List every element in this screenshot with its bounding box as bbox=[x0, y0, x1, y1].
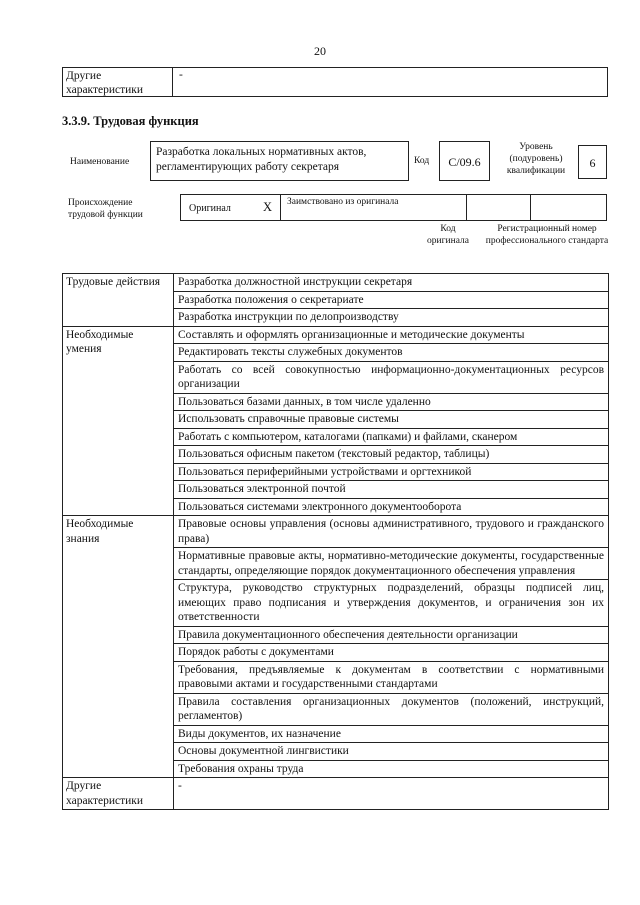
section-title: 3.3.9. Трудовая функция bbox=[62, 114, 199, 128]
knowledge-item: Требования охраны труда bbox=[174, 760, 609, 778]
knowledge-item: Основы документной лингвистики bbox=[174, 743, 609, 761]
knowledge-item: Виды документов, их назначение bbox=[174, 725, 609, 743]
skill-item: Использовать справочные правовые системы bbox=[174, 411, 609, 429]
knowledge-label: Необходимые знания bbox=[63, 516, 174, 778]
original-mark: X bbox=[263, 200, 273, 214]
knowledge-item: Правила составления организационных документов (положений, инструкций, регламентов) bbox=[174, 693, 609, 725]
skill-item: Составлять и оформлять организационные и методические документы bbox=[174, 326, 609, 344]
function-name-value: Разработка локальных нормативных актов, регламентирующих работу секретаря bbox=[150, 141, 409, 181]
skill-item: Пользоваться электронной почтой bbox=[174, 481, 609, 499]
origin-row bbox=[180, 194, 607, 221]
table-row bbox=[63, 778, 609, 810]
original-cell bbox=[180, 195, 280, 220]
borrowed-cell bbox=[280, 195, 466, 220]
skill-item: Работать со всей совокупностью информационно-документационных ресурсов организации bbox=[174, 361, 609, 393]
skill-item: Работать с компьютером, каталогами (папками) и файлами, сканером bbox=[174, 428, 609, 446]
page-number: 20 bbox=[314, 44, 326, 58]
knowledge-item: Правила документационного обеспечения деятельности организации bbox=[174, 626, 609, 644]
skill-item: Редактировать тексты служебных документов bbox=[174, 344, 609, 362]
code-original-label: Код оригинала bbox=[427, 224, 469, 246]
table-row bbox=[63, 274, 609, 292]
knowledge-item: Правовые основы управления (основы административного, трудового и гражданского права) bbox=[174, 516, 609, 548]
skill-item: Пользоваться базами данных, в том числе удаленно bbox=[174, 393, 609, 411]
other-characteristics-value: - bbox=[179, 69, 183, 81]
knowledge-item: Порядок работы с документами bbox=[174, 644, 609, 662]
labor-actions-label: Трудовые действия bbox=[63, 274, 174, 327]
other-characteristics-top-table bbox=[62, 67, 608, 97]
origin-label: Происхождение трудовой функции bbox=[68, 198, 143, 220]
reg-number-cell bbox=[530, 195, 607, 220]
name-label: Наименование bbox=[70, 157, 130, 167]
original-label: Оригинал bbox=[189, 203, 231, 214]
other-characteristics-value: - bbox=[174, 778, 609, 810]
table-row bbox=[63, 516, 609, 548]
labor-action-item: Разработка положения о секретариате bbox=[174, 291, 609, 309]
other-characteristics-label: Другие характеристики bbox=[63, 68, 173, 96]
skills-label: Необходимые умения bbox=[63, 326, 174, 516]
knowledge-item: Нормативные правовые акты, нормативно-методические документы, государственные стандарты, определяющие порядок документационного обеспечения управления bbox=[174, 548, 609, 580]
code-value: C/09.6 bbox=[439, 141, 490, 181]
labor-function-table bbox=[62, 273, 609, 810]
skill-item: Пользоваться периферийными устройствами и оргтехникой bbox=[174, 463, 609, 481]
code-original-cell bbox=[466, 195, 530, 220]
qualification-level-value: 6 bbox=[578, 145, 607, 179]
qualification-level-label: Уровень (подуровень) квалификации bbox=[506, 142, 566, 176]
borrowed-label: Заимствовано из оригинала bbox=[287, 197, 399, 207]
knowledge-item: Требования, предъявляемые к документам в соответствии с нормативными правовыми актами и государственными стандартами bbox=[174, 661, 609, 693]
table-row bbox=[63, 326, 609, 344]
skill-item: Пользоваться системами электронного документооборота bbox=[174, 498, 609, 516]
knowledge-item: Структура, руководство структурных подразделений, образцы подписей лиц, имеющих право подписания и утверждения документов, и ограничения зон их ответственности bbox=[174, 580, 609, 627]
reg-number-label: Регистрационный номер профессионального стандарта bbox=[485, 224, 609, 246]
skill-item: Пользоваться офисным пакетом (текстовый редактор, таблицы) bbox=[174, 446, 609, 464]
other-characteristics-label: Другие характеристики bbox=[63, 778, 174, 810]
code-label: Код bbox=[414, 156, 430, 166]
labor-action-item: Разработка инструкции по делопроизводству bbox=[174, 309, 609, 327]
labor-action-item: Разработка должностной инструкции секретаря bbox=[174, 274, 609, 292]
